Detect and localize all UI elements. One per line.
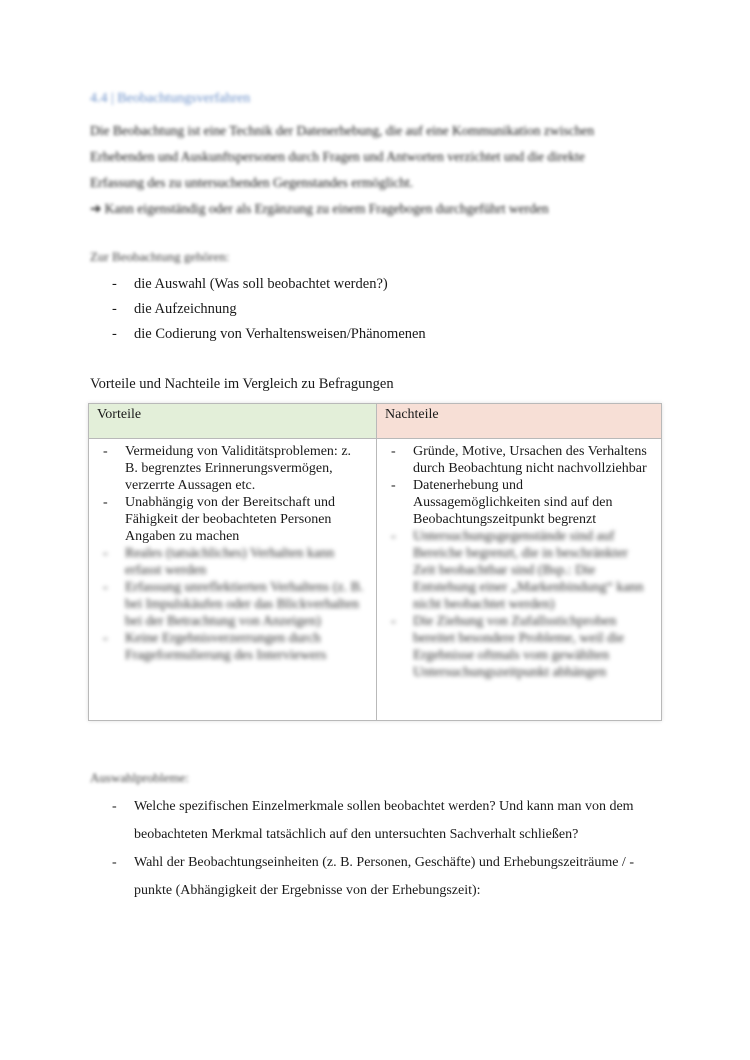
list-item: - Erfassung unreflektierten Verhaltens (z. B. bei Impulskäufen oder das Blickverhalten bei der Betrachtung von Anzeigen): [103, 580, 364, 629]
list-item: - Die Ziehung von Zufallsstichproben bereitet besondere Probleme, weil die Ergebnisse oftmals vom gewählten Untersuchungszeitpunkt abhängen: [391, 614, 625, 680]
list-item: - Keine Ergebnisverzerrungen durch Frageformulierung des Interviewers: [103, 631, 327, 663]
problems-list: [112, 793, 672, 905]
observation-list: [112, 272, 426, 347]
disadvantages-list: [377, 439, 661, 681]
list-item: - die Aufzeichnung: [112, 297, 426, 322]
problems-subheading: Auswahlprobleme:: [90, 770, 189, 785]
disadvantages-header: Nachteile: [377, 404, 661, 439]
advantages-list: [89, 439, 376, 664]
table-caption: Vorteile und Nachteile im Vergleich zu Befragungen: [90, 376, 394, 392]
list-item: - Untersuchungsgegenstände sind auf Bereiche begrenzt, die in beschränkter Zeit beobachtbar sind (Bsp.: Die Entstehung einer „Markenbindung“ kann nicht beobachtet werden): [391, 529, 644, 612]
list-item: - Vermeidung von Validitätsproblemen: z. B. begrenztes Erinnerungsvermögen, verzerrte Aussagen etc.: [103, 444, 352, 493]
list-item: - Reales (tatsächliches) Verhalten kann erfasst werden: [103, 546, 335, 578]
bullet-dash: -: [112, 855, 117, 870]
list-item: - Gründe, Motive, Ursachen des Verhaltens durch Beobachtung nicht nachvollziehbar: [391, 444, 647, 476]
intro-line: Erfassung des zu untersuchenden Gegenstandes ermöglicht.: [90, 175, 414, 190]
advantages-column: [89, 404, 377, 720]
bullet-dash: -: [112, 301, 117, 317]
advantages-header: Vorteile: [89, 404, 376, 439]
comparison-table: [88, 403, 662, 721]
disadvantages-column: [377, 404, 661, 720]
bullet-dash: -: [112, 276, 117, 292]
intro-paragraph: [90, 118, 670, 222]
intro-line: Erhebenden und Auskunftspersonen durch Fragen und Antworten verzichtet und die direkte: [90, 149, 585, 164]
list-item: - die Codierung von Verhaltensweisen/Phänomenen: [112, 322, 426, 347]
list-item: - die Auswahl (Was soll beobachtet werden?): [112, 272, 426, 297]
bullet-dash: -: [112, 326, 117, 342]
intro-line: ➔ Kann eigenständig oder als Ergänzung zu einem Fragebogen durchgeführt werden: [90, 201, 549, 216]
bullet-dash: -: [112, 799, 117, 814]
list-item: - Datenerhebung und Aussagemöglichkeiten sind auf den Beobachtungszeitpunkt begrenzt: [391, 478, 613, 527]
observation-subheading: Zur Beobachtung gehören:: [90, 249, 230, 264]
intro-line: Die Beobachtung ist eine Technik der Datenerhebung, die auf eine Kommunikation zwischen: [90, 123, 595, 138]
list-item: - Unabhängig von der Bereitschaft und Fähigkeit der beobachteten Personen Angaben zu machen: [103, 495, 335, 544]
section-heading: 4.4 | Beobachtungsverfahren: [90, 91, 251, 106]
list-item: - Welche spezifischen Einzelmerkmale sollen beobachtet werden? Und kann man von dem beobachteten Merkmal tatsächlich auf den untersuchten Sachverhalt schließen?: [112, 793, 672, 849]
list-item: - Wahl der Beobachtungseinheiten (z. B. Personen, Geschäfte) und Erhebungszeiträume / -punkte (Abhängigkeit der Ergebnisse von der Erhebungszeit):: [112, 849, 672, 905]
